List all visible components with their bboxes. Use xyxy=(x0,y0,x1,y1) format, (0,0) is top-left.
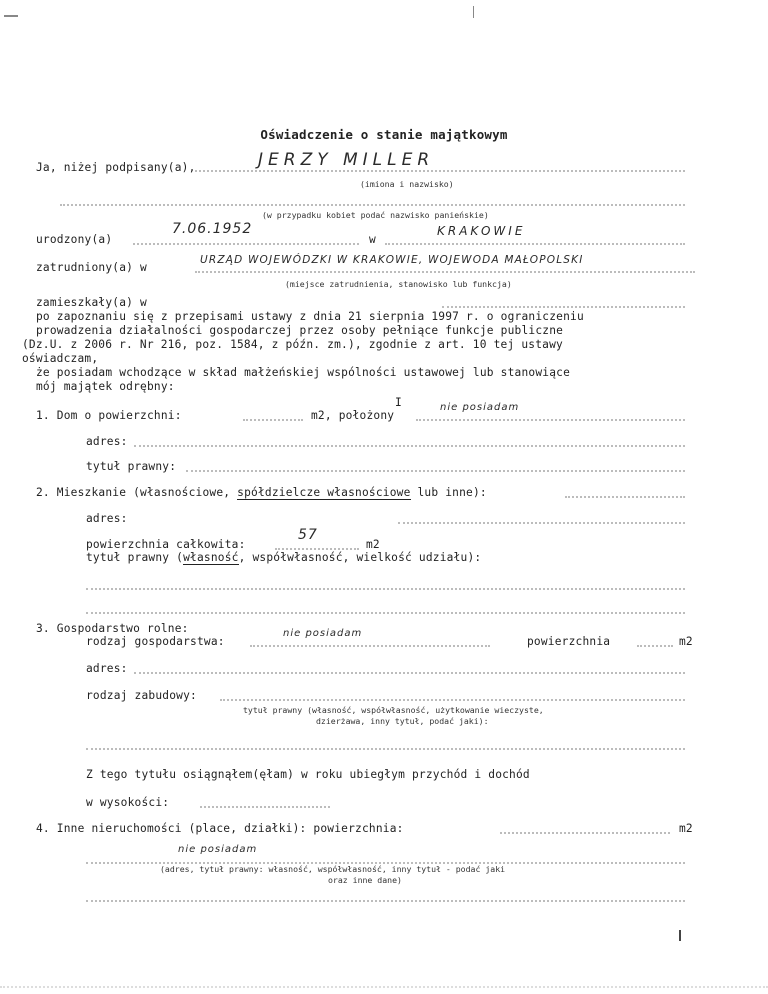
intro-line-6: mój majątek odrębny: xyxy=(36,380,175,393)
farm-label: 3. Gospodarstwo rolne: xyxy=(36,622,189,635)
house-unit: m2, położony xyxy=(311,409,395,422)
farm-type-label: rodzaj gospodarstwa: xyxy=(86,635,225,648)
farm-area-label: powierzchnia xyxy=(527,635,611,648)
intro-line-5: że posiadam wchodzące w skład małżeńskiej wspólności ustawowej lub stanowiące xyxy=(36,366,571,379)
house-title-label: tytuł prawny: xyxy=(86,460,177,473)
apartment-label xyxy=(36,486,487,499)
other-caption-2: oraz inne dane) xyxy=(328,875,402,885)
employment-caption: (miejsce zatrudnienia, stanowisko lub funkcja) xyxy=(285,279,512,289)
born-in-label: w xyxy=(369,233,376,246)
farm-buildings-label: rodzaj zabudowy: xyxy=(86,689,197,702)
apartment-title-pre: tytuł prawny ( xyxy=(86,551,184,564)
apartment-title xyxy=(86,551,481,564)
employed-label: zatrudniony(a) w xyxy=(36,261,147,274)
other-area-unit: m2 xyxy=(679,822,693,835)
declarant-prefix: Ja, niżej podpisany(a), xyxy=(36,161,196,174)
residence-label: zamieszkały(a) w xyxy=(36,296,147,309)
birth-place: KRAKOWIE xyxy=(437,224,526,238)
apartment-title-underlined: własność xyxy=(183,551,239,564)
house-label: 1. Dom o powierzchni: xyxy=(36,409,182,422)
intro-line-3: (Dz.U. z 2006 r. Nr 216, poz. 1584, z późn. zm.), zgodnie z art. 10 tej ustawy xyxy=(22,338,563,351)
maiden-caption: (w przypadku kobiet podać nazwisko panieńskie) xyxy=(262,210,489,220)
other-caption-1: (adres, tytuł prawny: własność, współwłasność, inny tytuł - podać jaki xyxy=(160,864,506,874)
farm-amount-label: w wysokości: xyxy=(86,796,170,809)
intro-line-1: po zapoznaniu się z przepisami ustawy z dnia 21 sierpnia 1997 r. o ograniczeniu xyxy=(36,310,584,323)
born-label: urodzony(a) xyxy=(36,233,113,246)
intro-line-2: prowadzenia działalności gospodarczej przez osoby pełniące funkcje publiczne xyxy=(36,324,564,337)
section-numeral: I xyxy=(395,396,402,409)
document-title: Oświadczenie o stanie majątkowym xyxy=(260,127,508,142)
house-address-label: adres: xyxy=(86,435,128,448)
intro-line-4: oświadczam, xyxy=(22,352,99,365)
other-label: 4. Inne nieruchomości (place, działki): powierzchnia: xyxy=(36,822,404,835)
farm-handwritten: nie posiadam xyxy=(283,628,363,639)
apartment-address-label: adres: xyxy=(86,512,128,525)
scan-mark-top-left xyxy=(4,15,18,17)
apartment-label-pre: 2. Mieszkanie (własnościowe, xyxy=(36,486,231,499)
birth-date: 7.06.1952 xyxy=(172,221,253,237)
name-caption: (imiona i nazwisko) xyxy=(360,179,454,189)
apartment-area-label: powierzchnia całkowita: xyxy=(86,538,246,551)
declarant-name: JERZY MILLER xyxy=(258,150,435,170)
farm-title-caption-2: dzierżawa, inny tytuł, podać jaki): xyxy=(316,716,489,726)
employment-value: URZĄD WOJEWÓDZKI W KRAKOWIE, WOJEWODA MAŁOPOLSKI xyxy=(200,254,584,266)
farm-income-line: Z tego tytułu osiągnąłem(ęłam) w roku ubiegłym przychód i dochód xyxy=(86,768,530,781)
other-handwritten: nie posiadam xyxy=(178,844,258,855)
farm-title-caption-1: tytuł prawny (własność, współwłasność, użytkowanie wieczyste, xyxy=(243,705,544,715)
farm-area-unit: m2 xyxy=(679,635,693,648)
apartment-area-value: 57 xyxy=(298,527,318,543)
apartment-label-post: lub inne): xyxy=(417,486,487,499)
scan-mark-top-center xyxy=(473,6,474,18)
scan-mark-right xyxy=(679,930,681,941)
apartment-title-post: , współwłasność, wielkość udziału): xyxy=(238,551,482,564)
apartment-label-underlined: spółdzielcze własnościowe xyxy=(237,486,411,499)
apartment-area-unit: m2 xyxy=(366,538,380,551)
farm-address-label: adres: xyxy=(86,662,128,675)
house-handwritten: nie posiadam xyxy=(440,402,520,413)
